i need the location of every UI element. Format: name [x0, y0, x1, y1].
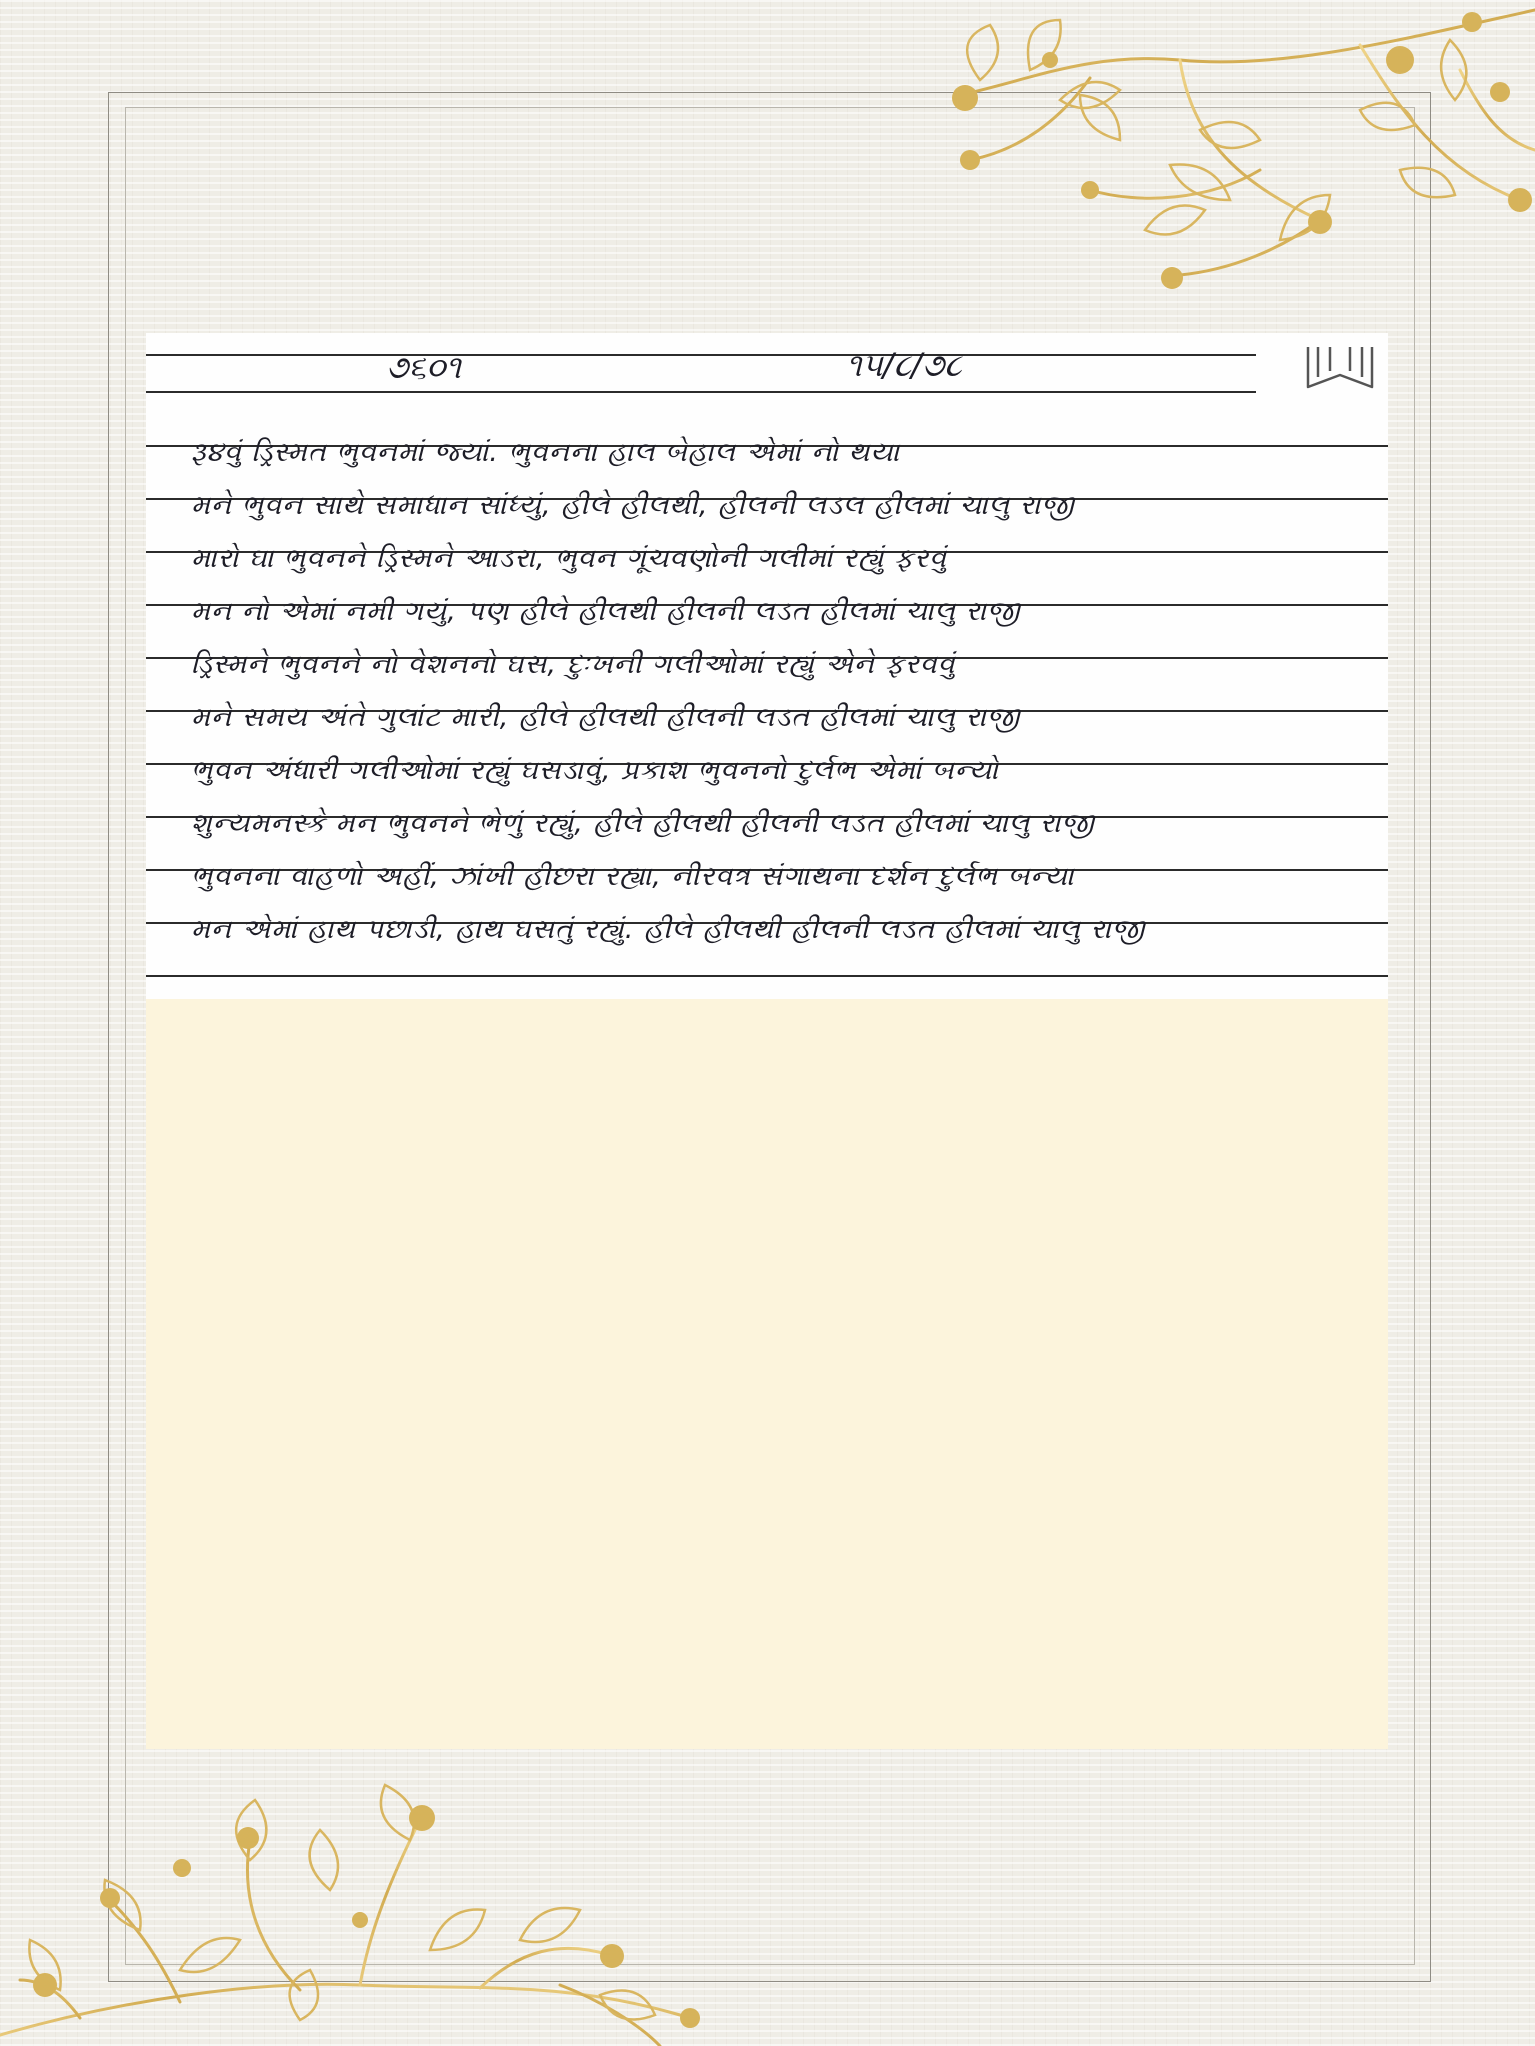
poem-line: ડ્રિસ્મને ભુવનને નો વેશનનો ઘસ, દુઃખની ગલીઓમાં રહ્યું એને ફરવવું	[191, 649, 956, 680]
poem-line: મન એમાં હાથ પછાડી, હાથ ઘસતું રહ્યું. હીલે હીલથી હીલની લડત હીલમાં ચાલુ રાજી	[191, 914, 1146, 945]
poem-line: મને ભુવન સાથે સમાધાન સાંધ્યું, હીલે હીલથી, હીલની લડલ હીલમાં ચાલુ રાજી	[191, 490, 1075, 521]
poem-line: મારો ઘા ભુવનને ડ્રિસ્મને આડરા, ભુવન ગૂંચવણોની ગલીમાં રહ્યું ફરવું	[191, 543, 948, 574]
poem-line: ભુવન અંધારી ગલીઓમાં રહ્યું ઘસડાવું, પ્રકાશ ભુવનનો દુર્લભ એમાં બન્યો	[191, 755, 1000, 786]
poem-line: શુન્યમનસ્કે મન ભુવનને ભેળું રહ્યું, હીલે હીલથી હીલની લડત હીલમાં ચાલુ રાજી	[191, 808, 1095, 839]
page-number: ૭૬૦૧	[386, 348, 462, 386]
poem-line: રૂ૪વું ડ્રિસ્મત ભુવનમાં જ્યાં. ભુવનના હાલ બેહાલ એમાં નો થયા	[191, 437, 901, 468]
poem-line: ભુવનના વાહળો અહીં, ઝાંખી હીછરા રહ્યા, નીરવત્ર સંગાથના દર્શન દુર્લભ બન્યા	[191, 861, 1075, 892]
handwritten-page-scan	[146, 333, 1388, 999]
poem-line: મન નો એમાં નમી ગયું, પણ હીલે હીલથી હીલની લડત હીલમાં ચાલુ રાજી	[191, 596, 1021, 627]
ruled-line	[146, 975, 1388, 977]
blank-cream-panel	[146, 999, 1388, 1749]
poem-line: મને સમય અંતે ગુલાંટ મારી, હીલે હીલથી હીલની લડત હીલમાં ચાલુ રાજી	[191, 702, 1021, 733]
notebook-logo-icon	[1300, 337, 1380, 397]
ruled-line	[146, 354, 1256, 356]
page-date: ૧૫/૮/૭૮	[846, 346, 962, 384]
ruled-line	[146, 391, 1256, 393]
